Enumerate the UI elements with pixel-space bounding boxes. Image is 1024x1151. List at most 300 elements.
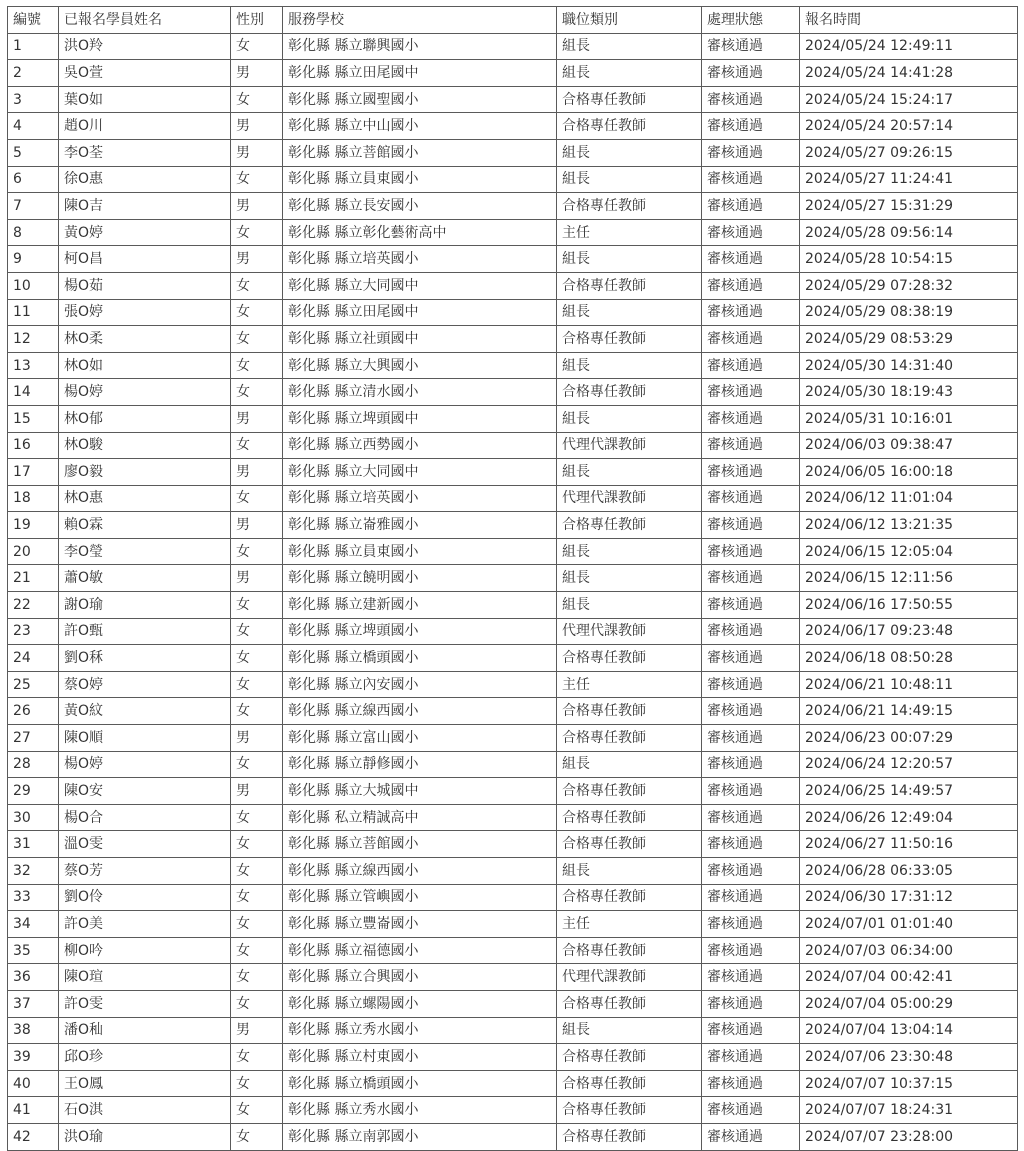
table-row — [8, 1044, 1018, 1071]
cell-gender: 女 — [231, 592, 283, 619]
cell-position: 合格專任教師 — [557, 86, 702, 113]
cell-status: 審核通過 — [702, 671, 800, 698]
cell-number: 10 — [8, 272, 59, 299]
cell-name: 李O瑩 — [59, 538, 231, 565]
cell-number: 28 — [8, 751, 59, 778]
cell-gender: 女 — [231, 698, 283, 725]
cell-time: 2024/06/30 17:31:12 — [800, 884, 1018, 911]
cell-number: 23 — [8, 618, 59, 645]
cell-gender: 女 — [231, 219, 283, 246]
cell-time: 2024/05/24 12:49:11 — [800, 33, 1018, 60]
cell-position: 合格專任教師 — [557, 831, 702, 858]
header-time: 報名時間 — [800, 7, 1018, 34]
cell-time: 2024/07/07 23:28:00 — [800, 1123, 1018, 1150]
cell-name: 林O駿 — [59, 432, 231, 459]
cell-name: 陳O順 — [59, 725, 231, 752]
cell-number: 6 — [8, 166, 59, 193]
cell-time: 2024/05/27 09:26:15 — [800, 139, 1018, 166]
cell-gender: 男 — [231, 778, 283, 805]
cell-position: 合格專任教師 — [557, 379, 702, 406]
cell-status: 審核通過 — [702, 858, 800, 885]
cell-number: 39 — [8, 1044, 59, 1071]
cell-school: 彰化縣 縣立秀水國小 — [283, 1017, 557, 1044]
cell-number: 35 — [8, 937, 59, 964]
cell-school: 彰化縣 縣立橋頭國小 — [283, 1070, 557, 1097]
cell-position: 主任 — [557, 219, 702, 246]
cell-number: 37 — [8, 990, 59, 1017]
cell-number: 14 — [8, 379, 59, 406]
cell-school: 彰化縣 縣立菩館國小 — [283, 831, 557, 858]
cell-status: 審核通過 — [702, 964, 800, 991]
cell-position: 合格專任教師 — [557, 113, 702, 140]
cell-gender: 女 — [231, 1070, 283, 1097]
cell-name: 柳O吟 — [59, 937, 231, 964]
cell-time: 2024/07/03 06:34:00 — [800, 937, 1018, 964]
cell-time: 2024/07/01 01:01:40 — [800, 911, 1018, 938]
cell-gender: 女 — [231, 1097, 283, 1124]
cell-status: 審核通過 — [702, 1070, 800, 1097]
cell-status: 審核通過 — [702, 60, 800, 87]
cell-position: 組長 — [557, 751, 702, 778]
cell-time: 2024/07/04 00:42:41 — [800, 964, 1018, 991]
cell-status: 審核通過 — [702, 990, 800, 1017]
cell-position: 組長 — [557, 459, 702, 486]
cell-number: 5 — [8, 139, 59, 166]
cell-number: 11 — [8, 299, 59, 326]
cell-school: 彰化縣 縣立橋頭國小 — [283, 645, 557, 672]
cell-position: 代理代課教師 — [557, 964, 702, 991]
cell-time: 2024/06/23 00:07:29 — [800, 725, 1018, 752]
cell-gender: 男 — [231, 193, 283, 220]
cell-position: 組長 — [557, 565, 702, 592]
cell-school: 彰化縣 縣立員東國小 — [283, 538, 557, 565]
cell-number: 41 — [8, 1097, 59, 1124]
cell-number: 17 — [8, 459, 59, 486]
cell-gender: 女 — [231, 485, 283, 512]
cell-name: 黃O婷 — [59, 219, 231, 246]
cell-school: 彰化縣 縣立秀水國小 — [283, 1097, 557, 1124]
table-row — [8, 565, 1018, 592]
cell-school: 彰化縣 縣立線西國小 — [283, 858, 557, 885]
cell-school: 彰化縣 縣立國聖國小 — [283, 86, 557, 113]
cell-status: 審核通過 — [702, 725, 800, 752]
cell-gender: 女 — [231, 990, 283, 1017]
cell-name: 邱O珍 — [59, 1044, 231, 1071]
cell-number: 42 — [8, 1123, 59, 1150]
cell-position: 組長 — [557, 60, 702, 87]
cell-position: 合格專任教師 — [557, 1097, 702, 1124]
cell-name: 王O鳳 — [59, 1070, 231, 1097]
cell-time: 2024/06/15 12:05:04 — [800, 538, 1018, 565]
table-row — [8, 911, 1018, 938]
cell-status: 審核通過 — [702, 485, 800, 512]
cell-position: 合格專任教師 — [557, 698, 702, 725]
cell-school: 彰化縣 縣立埤頭國中 — [283, 405, 557, 432]
cell-gender: 女 — [231, 1123, 283, 1150]
cell-name: 洪O羚 — [59, 33, 231, 60]
table-row — [8, 326, 1018, 353]
table-row — [8, 804, 1018, 831]
cell-position: 組長 — [557, 405, 702, 432]
cell-gender: 男 — [231, 565, 283, 592]
cell-status: 審核通過 — [702, 751, 800, 778]
cell-time: 2024/05/27 15:31:29 — [800, 193, 1018, 220]
header-school: 服務學校 — [283, 7, 557, 34]
cell-school: 彰化縣 縣立富山國小 — [283, 725, 557, 752]
cell-status: 審核通過 — [702, 459, 800, 486]
cell-school: 彰化縣 縣立員東國小 — [283, 166, 557, 193]
cell-name: 許O雯 — [59, 990, 231, 1017]
cell-number: 16 — [8, 432, 59, 459]
cell-number: 4 — [8, 113, 59, 140]
table-row — [8, 884, 1018, 911]
cell-name: 洪O瑜 — [59, 1123, 231, 1150]
cell-name: 陳O吉 — [59, 193, 231, 220]
table-row — [8, 671, 1018, 698]
cell-name: 陳O瑄 — [59, 964, 231, 991]
cell-time: 2024/06/21 14:49:15 — [800, 698, 1018, 725]
cell-position: 合格專任教師 — [557, 193, 702, 220]
cell-time: 2024/06/18 08:50:28 — [800, 645, 1018, 672]
cell-gender: 女 — [231, 272, 283, 299]
cell-gender: 男 — [231, 60, 283, 87]
cell-gender: 女 — [231, 166, 283, 193]
cell-status: 審核通過 — [702, 538, 800, 565]
cell-number: 7 — [8, 193, 59, 220]
table-row — [8, 512, 1018, 539]
cell-position: 組長 — [557, 299, 702, 326]
cell-number: 20 — [8, 538, 59, 565]
cell-number: 25 — [8, 671, 59, 698]
table-body — [8, 33, 1018, 1150]
cell-gender: 男 — [231, 1017, 283, 1044]
cell-status: 審核通過 — [702, 299, 800, 326]
cell-time: 2024/07/07 18:24:31 — [800, 1097, 1018, 1124]
cell-status: 審核通過 — [702, 352, 800, 379]
cell-name: 柯O昌 — [59, 246, 231, 273]
table-row — [8, 1070, 1018, 1097]
cell-status: 審核通過 — [702, 432, 800, 459]
cell-name: 徐O惠 — [59, 166, 231, 193]
table-row — [8, 299, 1018, 326]
header-name: 已報名學員姓名 — [59, 7, 231, 34]
cell-gender: 男 — [231, 405, 283, 432]
cell-gender: 男 — [231, 512, 283, 539]
cell-position: 組長 — [557, 592, 702, 619]
cell-gender: 女 — [231, 831, 283, 858]
cell-position: 合格專任教師 — [557, 990, 702, 1017]
cell-time: 2024/05/29 07:28:32 — [800, 272, 1018, 299]
cell-name: 謝O瑜 — [59, 592, 231, 619]
cell-time: 2024/07/04 13:04:14 — [800, 1017, 1018, 1044]
cell-position: 組長 — [557, 1017, 702, 1044]
cell-status: 審核通過 — [702, 86, 800, 113]
cell-name: 葉O如 — [59, 86, 231, 113]
cell-gender: 女 — [231, 858, 283, 885]
cell-school: 彰化縣 縣立清水國小 — [283, 379, 557, 406]
table-row — [8, 778, 1018, 805]
cell-school: 彰化縣 縣立大興國小 — [283, 352, 557, 379]
cell-status: 審核通過 — [702, 1123, 800, 1150]
cell-number: 32 — [8, 858, 59, 885]
cell-school: 彰化縣 縣立培英國小 — [283, 485, 557, 512]
cell-school: 彰化縣 縣立西勢國小 — [283, 432, 557, 459]
cell-school: 彰化縣 縣立彰化藝術高中 — [283, 219, 557, 246]
cell-time: 2024/05/29 08:38:19 — [800, 299, 1018, 326]
table-row — [8, 937, 1018, 964]
cell-school: 彰化縣 縣立長安國小 — [283, 193, 557, 220]
table-row — [8, 698, 1018, 725]
header-number: 編號 — [8, 7, 59, 34]
cell-school: 彰化縣 縣立中山國小 — [283, 113, 557, 140]
cell-name: 石O淇 — [59, 1097, 231, 1124]
cell-school: 彰化縣 私立精誠高中 — [283, 804, 557, 831]
cell-time: 2024/06/12 11:01:04 — [800, 485, 1018, 512]
cell-position: 代理代課教師 — [557, 485, 702, 512]
cell-school: 彰化縣 縣立靜修國小 — [283, 751, 557, 778]
cell-gender: 女 — [231, 671, 283, 698]
cell-time: 2024/06/24 12:20:57 — [800, 751, 1018, 778]
cell-school: 彰化縣 縣立埤頭國小 — [283, 618, 557, 645]
cell-name: 廖O毅 — [59, 459, 231, 486]
table-row — [8, 246, 1018, 273]
cell-time: 2024/05/27 11:24:41 — [800, 166, 1018, 193]
header-row — [8, 7, 1018, 34]
cell-number: 18 — [8, 485, 59, 512]
cell-gender: 女 — [231, 352, 283, 379]
table-row — [8, 139, 1018, 166]
header-gender: 性別 — [231, 7, 283, 34]
cell-position: 合格專任教師 — [557, 1070, 702, 1097]
cell-school: 彰化縣 縣立內安國小 — [283, 671, 557, 698]
cell-status: 審核通過 — [702, 1097, 800, 1124]
cell-number: 2 — [8, 60, 59, 87]
cell-status: 審核通過 — [702, 592, 800, 619]
cell-status: 審核通過 — [702, 512, 800, 539]
cell-name: 林O惠 — [59, 485, 231, 512]
cell-status: 審核通過 — [702, 33, 800, 60]
table-row — [8, 538, 1018, 565]
cell-number: 24 — [8, 645, 59, 672]
cell-time: 2024/06/28 06:33:05 — [800, 858, 1018, 885]
cell-gender: 男 — [231, 139, 283, 166]
cell-time: 2024/05/24 14:41:28 — [800, 60, 1018, 87]
cell-number: 36 — [8, 964, 59, 991]
cell-school: 彰化縣 縣立饒明國小 — [283, 565, 557, 592]
cell-time: 2024/05/30 14:31:40 — [800, 352, 1018, 379]
cell-status: 審核通過 — [702, 166, 800, 193]
cell-school: 彰化縣 縣立田尾國中 — [283, 60, 557, 87]
cell-name: 許O甄 — [59, 618, 231, 645]
cell-status: 審核通過 — [702, 698, 800, 725]
cell-position: 組長 — [557, 352, 702, 379]
cell-school: 彰化縣 縣立建新國小 — [283, 592, 557, 619]
cell-position: 合格專任教師 — [557, 326, 702, 353]
cell-name: 蔡O芳 — [59, 858, 231, 885]
table-row — [8, 113, 1018, 140]
table-row — [8, 751, 1018, 778]
cell-number: 15 — [8, 405, 59, 432]
cell-name: 劉O伶 — [59, 884, 231, 911]
cell-school: 彰化縣 縣立社頭國中 — [283, 326, 557, 353]
cell-gender: 女 — [231, 299, 283, 326]
cell-gender: 女 — [231, 379, 283, 406]
table-row — [8, 166, 1018, 193]
cell-status: 審核通過 — [702, 272, 800, 299]
cell-number: 38 — [8, 1017, 59, 1044]
cell-position: 組長 — [557, 33, 702, 60]
cell-name: 吳O萱 — [59, 60, 231, 87]
cell-time: 2024/07/07 10:37:15 — [800, 1070, 1018, 1097]
cell-status: 審核通過 — [702, 645, 800, 672]
cell-status: 審核通過 — [702, 379, 800, 406]
cell-status: 審核通過 — [702, 326, 800, 353]
cell-time: 2024/06/16 17:50:55 — [800, 592, 1018, 619]
table-row — [8, 219, 1018, 246]
cell-name: 林O柔 — [59, 326, 231, 353]
cell-name: 楊O婷 — [59, 751, 231, 778]
cell-school: 彰化縣 縣立合興國小 — [283, 964, 557, 991]
cell-school: 彰化縣 縣立大城國中 — [283, 778, 557, 805]
cell-name: 溫O雯 — [59, 831, 231, 858]
cell-number: 34 — [8, 911, 59, 938]
cell-status: 審核通過 — [702, 911, 800, 938]
cell-school: 彰化縣 縣立管嶼國小 — [283, 884, 557, 911]
cell-position: 合格專任教師 — [557, 937, 702, 964]
header-position: 職位類別 — [557, 7, 702, 34]
cell-gender: 女 — [231, 326, 283, 353]
cell-number: 26 — [8, 698, 59, 725]
cell-number: 1 — [8, 33, 59, 60]
table-row — [8, 459, 1018, 486]
cell-position: 主任 — [557, 911, 702, 938]
cell-gender: 女 — [231, 884, 283, 911]
table-row — [8, 60, 1018, 87]
cell-number: 19 — [8, 512, 59, 539]
cell-position: 組長 — [557, 858, 702, 885]
cell-name: 李O荃 — [59, 139, 231, 166]
cell-name: 楊O合 — [59, 804, 231, 831]
cell-time: 2024/06/27 11:50:16 — [800, 831, 1018, 858]
cell-time: 2024/06/21 10:48:11 — [800, 671, 1018, 698]
table-row — [8, 1097, 1018, 1124]
cell-name: 蔡O婷 — [59, 671, 231, 698]
cell-school: 彰化縣 縣立南郭國小 — [283, 1123, 557, 1150]
cell-status: 審核通過 — [702, 804, 800, 831]
cell-gender: 女 — [231, 33, 283, 60]
cell-time: 2024/06/15 12:11:56 — [800, 565, 1018, 592]
cell-time: 2024/07/04 05:00:29 — [800, 990, 1018, 1017]
table-row — [8, 618, 1018, 645]
cell-position: 組長 — [557, 246, 702, 273]
cell-school: 彰化縣 縣立線西國小 — [283, 698, 557, 725]
cell-time: 2024/05/24 15:24:17 — [800, 86, 1018, 113]
cell-status: 審核通過 — [702, 1044, 800, 1071]
cell-name: 蕭O敏 — [59, 565, 231, 592]
cell-status: 審核通過 — [702, 884, 800, 911]
cell-gender: 男 — [231, 113, 283, 140]
cell-gender: 男 — [231, 246, 283, 273]
cell-time: 2024/05/30 18:19:43 — [800, 379, 1018, 406]
cell-position: 代理代課教師 — [557, 432, 702, 459]
cell-school: 彰化縣 縣立螺陽國小 — [283, 990, 557, 1017]
cell-name: 潘O秈 — [59, 1017, 231, 1044]
header-status: 處理狀態 — [702, 7, 800, 34]
cell-school: 彰化縣 縣立福德國小 — [283, 937, 557, 964]
cell-status: 審核通過 — [702, 246, 800, 273]
cell-gender: 女 — [231, 432, 283, 459]
cell-position: 合格專任教師 — [557, 804, 702, 831]
cell-number: 29 — [8, 778, 59, 805]
cell-gender: 女 — [231, 618, 283, 645]
cell-position: 合格專任教師 — [557, 645, 702, 672]
cell-school: 彰化縣 縣立菩館國小 — [283, 139, 557, 166]
cell-position: 合格專任教師 — [557, 725, 702, 752]
cell-school: 彰化縣 縣立豐崙國小 — [283, 911, 557, 938]
cell-number: 9 — [8, 246, 59, 273]
cell-position: 主任 — [557, 671, 702, 698]
cell-status: 審核通過 — [702, 778, 800, 805]
cell-position: 組長 — [557, 139, 702, 166]
cell-position: 合格專任教師 — [557, 272, 702, 299]
cell-position: 組長 — [557, 538, 702, 565]
cell-time: 2024/06/12 13:21:35 — [800, 512, 1018, 539]
cell-time: 2024/07/06 23:30:48 — [800, 1044, 1018, 1071]
cell-number: 27 — [8, 725, 59, 752]
cell-status: 審核通過 — [702, 405, 800, 432]
cell-number: 33 — [8, 884, 59, 911]
cell-number: 22 — [8, 592, 59, 619]
cell-gender: 男 — [231, 459, 283, 486]
table-row — [8, 645, 1018, 672]
table-row — [8, 193, 1018, 220]
cell-school: 彰化縣 縣立大同國中 — [283, 272, 557, 299]
cell-name: 陳O安 — [59, 778, 231, 805]
cell-gender: 女 — [231, 538, 283, 565]
cell-time: 2024/06/03 09:38:47 — [800, 432, 1018, 459]
table-row — [8, 379, 1018, 406]
cell-number: 8 — [8, 219, 59, 246]
cell-name: 趙O川 — [59, 113, 231, 140]
cell-number: 3 — [8, 86, 59, 113]
cell-position: 組長 — [557, 166, 702, 193]
cell-time: 2024/05/28 09:56:14 — [800, 219, 1018, 246]
table-row — [8, 485, 1018, 512]
table-row — [8, 272, 1018, 299]
cell-number: 31 — [8, 831, 59, 858]
cell-gender: 女 — [231, 1044, 283, 1071]
table-row — [8, 725, 1018, 752]
table-row — [8, 990, 1018, 1017]
cell-school: 彰化縣 縣立培英國小 — [283, 246, 557, 273]
cell-number: 21 — [8, 565, 59, 592]
table-row — [8, 1123, 1018, 1150]
cell-time: 2024/05/29 08:53:29 — [800, 326, 1018, 353]
cell-position: 合格專任教師 — [557, 512, 702, 539]
cell-number: 30 — [8, 804, 59, 831]
table-row — [8, 86, 1018, 113]
table-row — [8, 831, 1018, 858]
cell-name: 楊O茹 — [59, 272, 231, 299]
cell-status: 審核通過 — [702, 937, 800, 964]
cell-status: 審核通過 — [702, 139, 800, 166]
cell-position: 代理代課教師 — [557, 618, 702, 645]
cell-school: 彰化縣 縣立村東國小 — [283, 1044, 557, 1071]
cell-status: 審核通過 — [702, 219, 800, 246]
cell-school: 彰化縣 縣立崙雅國小 — [283, 512, 557, 539]
cell-time: 2024/06/05 16:00:18 — [800, 459, 1018, 486]
cell-status: 審核通過 — [702, 831, 800, 858]
